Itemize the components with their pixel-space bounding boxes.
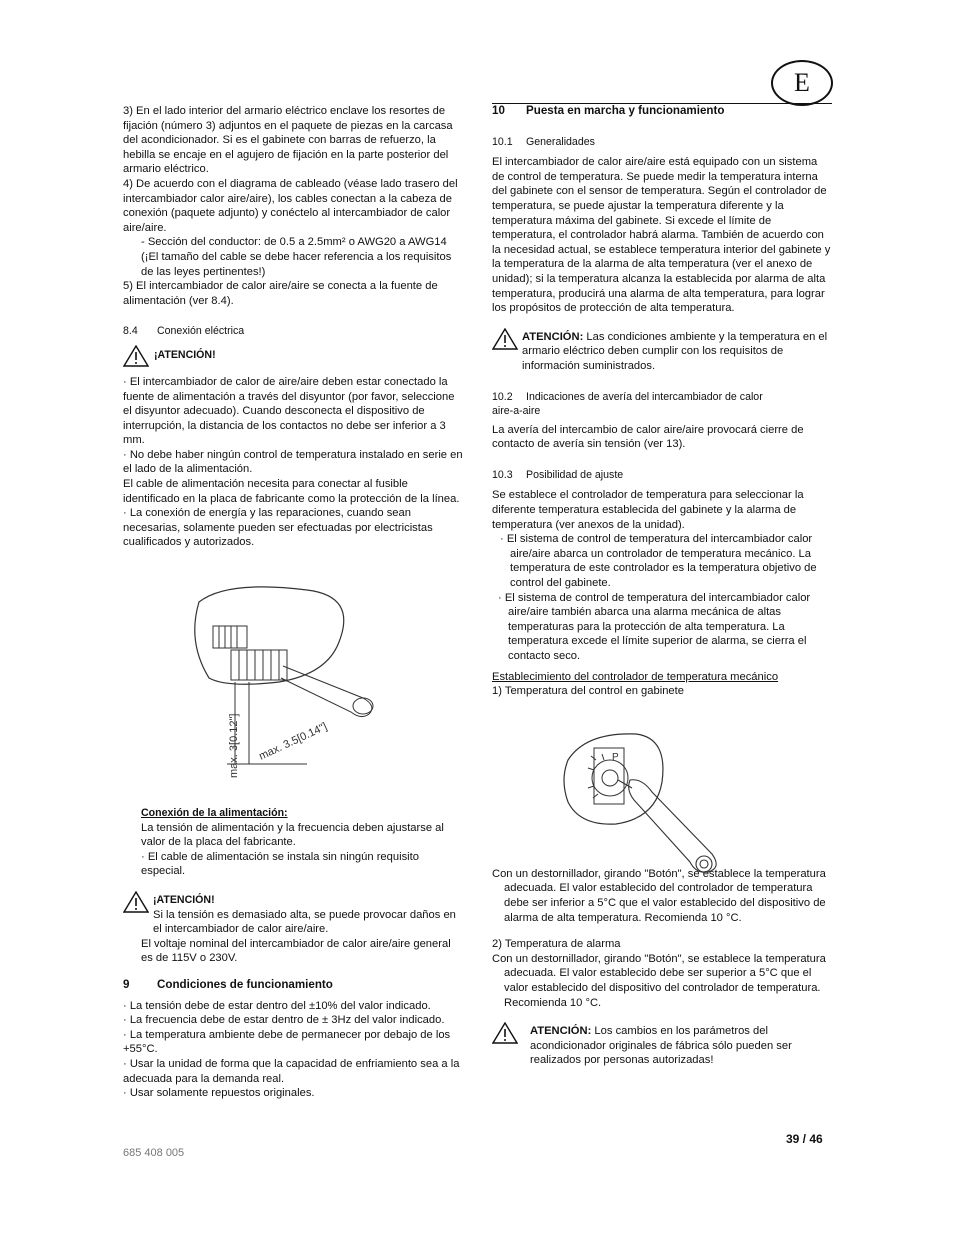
warning-block-4 bbox=[492, 1022, 832, 1068]
warning-triangle-icon bbox=[123, 891, 149, 913]
adjust-bullet-2: · El sistema de control de temperatura del intercambiador calor aire/aire también abarca una alarma mecánica de altas temperaturas para la protección de alta temperatura. La temperatura excede el límite superior de alarma, se cierra el contacto seco. bbox=[498, 591, 811, 662]
step-3: 3) En el lado interior del armario eléctrico enclave los resortes de fijación (número 3) adjuntos en el paquete de piezas en la carcasa del acondicionador. Si es el gabinete con barras de refuerzo, la hebilla se encaje en el agujero de fijación en la parte posterior del armario eléctrico. bbox=[123, 105, 453, 176]
condition-2: · La frecuencia debe de estar dentro de ± 3Hz del valor indicado. bbox=[123, 1014, 445, 1027]
elec-bullet-1: · El intercambiador de calor de aire/aire deben estar conectado la fuente de alimentación a través del disyuntor (por favor, seleccione el disyuntor adecuado). Cuando desconecta el dispositivo de interrupción, la distancia de los contactos no debe ser inferior a 3 mm. bbox=[123, 375, 455, 447]
step-5: 5) El intercambiador de calor aire/aire se conecta a la fuente de alimentación (ver 8.4). bbox=[123, 280, 438, 307]
page-number: 39 / 46 bbox=[786, 1132, 823, 1146]
warning-block-3 bbox=[492, 328, 832, 374]
warning-2-p2: El voltaje nominal del intercambiador de calor aire/aire general es de 115V o 230V. bbox=[141, 937, 451, 965]
warning-triangle-icon bbox=[123, 345, 149, 367]
dimension-label-b: max. 3.5[0.14"] bbox=[257, 720, 329, 763]
elec-note: El cable de alimentación necesita para conectar al fusible identificado en la placa de fabricante como la protección de la línea. bbox=[123, 478, 460, 505]
section-10-2-heading-cont: aire-a-aire bbox=[492, 405, 541, 418]
power-connection-p2: · El cable de alimentación se instala sin ningún requisito especial. bbox=[141, 850, 419, 878]
warning-triangle-icon bbox=[492, 1022, 518, 1044]
language-badge: E bbox=[771, 60, 833, 106]
condition-1: · La tensión debe de estar dentro del ±10% del valor indicado. bbox=[123, 999, 431, 1012]
mechanical-controller-title: Establecimiento del controlador de temperatura mecánico bbox=[492, 670, 779, 683]
warning-3-text: ATENCIÓN: Las condiciones ambiente y la temperatura en el armario eléctrico deben cumplir con los requisitos de información suministrados. bbox=[522, 330, 828, 372]
elec-bullet-3: · La conexión de energía y las reparaciones, cuando sean necesarias, solamente pueden ser efectuadas por electricistas cualificados y autorizados. bbox=[123, 507, 433, 549]
control-temperature-text: Con un destornillador, girando "Botón", se establece la temperatura adecuada. El valor establecido del controlador de temperatura debe ser inferior a 5°C que el valor establecido del dispositivo de alarma de alta temperatura. Recomienda 10 °C. bbox=[492, 867, 826, 924]
section-10-1-text: El intercambiador de calor aire/aire está equipado con un sistema de control de temperatura. Se puede medir la temperatura interna del gabinete con el sensor de temperatura. Según el controlador de temperatura, se puede ajustar la temperatura diferente y la temperatura máxima del gabinete. Si excede el límite de temperatura, el controlador habrá alarma. También de acuerdo con la necesidad actual, se establece temperatura interior del gabinete y la temperatura de la alarma de alta temperatura (ver el anexo de unidad); si la temperatura alcanza la establecida por alarma de alta temperatura, producirá una alarma de alta temperatura, para lograr los propósitos de protección de alta temperatura. bbox=[492, 156, 831, 315]
section-10-1-heading: 10.1 Generalidades bbox=[492, 135, 595, 148]
document-number: 685 408 005 bbox=[123, 1147, 185, 1159]
dial-label: P bbox=[612, 752, 619, 763]
condition-5: · Usar solamente repuestos originales. bbox=[123, 1087, 315, 1100]
thermostat-dial-figure bbox=[556, 730, 736, 878]
warning-block-1 bbox=[123, 345, 465, 371]
section-10-heading: 10 Puesta en marcha y funcionamiento bbox=[492, 104, 725, 117]
power-connection-p1: La tensión de alimentación y la frecuencia deben ajustarse al valor de la placa del fabricante. bbox=[141, 821, 444, 849]
power-connection-title: Conexión de la alimentación: bbox=[141, 807, 288, 820]
right-column bbox=[492, 104, 832, 1068]
step-4: 4) De acuerdo con el diagrama de cableado (véase lado trasero del intercambiador calor aire/aire), los cables conectan a la cabeza de conexión (paquete adjunto) y conéctelo al intercambiador de calor aire/aire. bbox=[123, 177, 458, 234]
warning-block-2 bbox=[123, 891, 465, 966]
dimension-label-a: max. 3[0.12"] bbox=[228, 713, 240, 778]
warning-triangle-icon bbox=[492, 328, 518, 350]
warning-title: ¡ATENCIÓN! bbox=[154, 348, 216, 361]
section-10-2-heading: 10.2 Indicaciones de avería del intercambiador de calor bbox=[492, 390, 763, 403]
warning-title: ¡ATENCIÓN! bbox=[153, 894, 215, 906]
section-10-3-heading: 10.3 Posibilidad de ajuste bbox=[492, 468, 624, 481]
step-alarm-temperature: 2) Temperatura de alarma bbox=[492, 938, 621, 951]
condition-3: · La temperatura ambiente debe de permanecer por debajo de los +55°C. bbox=[123, 1028, 451, 1056]
section-10-2-text: La avería del intercambio de calor aire/aire provocará cierre de contacto de avería sin tensión (ver 13). bbox=[492, 423, 804, 451]
alarm-temperature-text: Con un destornillador, girando "Botón", se establece la temperatura adecuada. El valor establecido debe ser superior a 5°C que el valor establecido del dispositivo del controlador de temperatura. Recomienda 10 °C. bbox=[492, 952, 826, 1009]
adjust-bullet-1: · El sistema de control de temperatura del intercambiador calor aire/aire abarca un controlador de temperatura mecánico. La temperatura de este controlador es la temperatura objetivo de control del gabinete. bbox=[500, 533, 817, 590]
warning-4-text: ATENCIÓN: Los cambios en los parámetros del acondicionador originales de fábrica sólo pueden ser realizados por personas autorizadas! bbox=[530, 1025, 792, 1067]
power-connection-block bbox=[123, 806, 465, 879]
section-9-heading: 9 Condiciones de funcionamiento bbox=[123, 977, 333, 991]
condition-4: · Usar la unidad de forma que la capacidad de enfriamiento sea a la adecuada para la demanda real. bbox=[123, 1057, 460, 1085]
step-control-temperature: 1) Temperatura del control en gabinete bbox=[492, 685, 684, 698]
connector-figure bbox=[187, 582, 447, 782]
step-4-sub: - Sección del conductor: de 0.5 a 2.5mm² o AWG20 a AWG14 (¡El tamaño del cable se debe hacer referencia a los requisitos de las leyes pertinentes!) bbox=[141, 236, 452, 278]
elec-bullet-2: · No debe haber ningún control de temperatura instalado en serie en el lado de la alimentación. bbox=[123, 448, 463, 476]
left-column bbox=[123, 104, 465, 1101]
section-8-4-heading: 8.4 Conexión eléctrica bbox=[123, 325, 245, 338]
section-10-3-text: Se establece el controlador de temperatura para seleccionar la diferente temperatura establecida del gabinete y la alarma de temperatura (ver anexos de la unidad). bbox=[492, 489, 804, 531]
warning-2-p1: Si la tensión es demasiado alta, se puede provocar daños en el intercambiador de calor aire/aire. bbox=[153, 908, 456, 936]
